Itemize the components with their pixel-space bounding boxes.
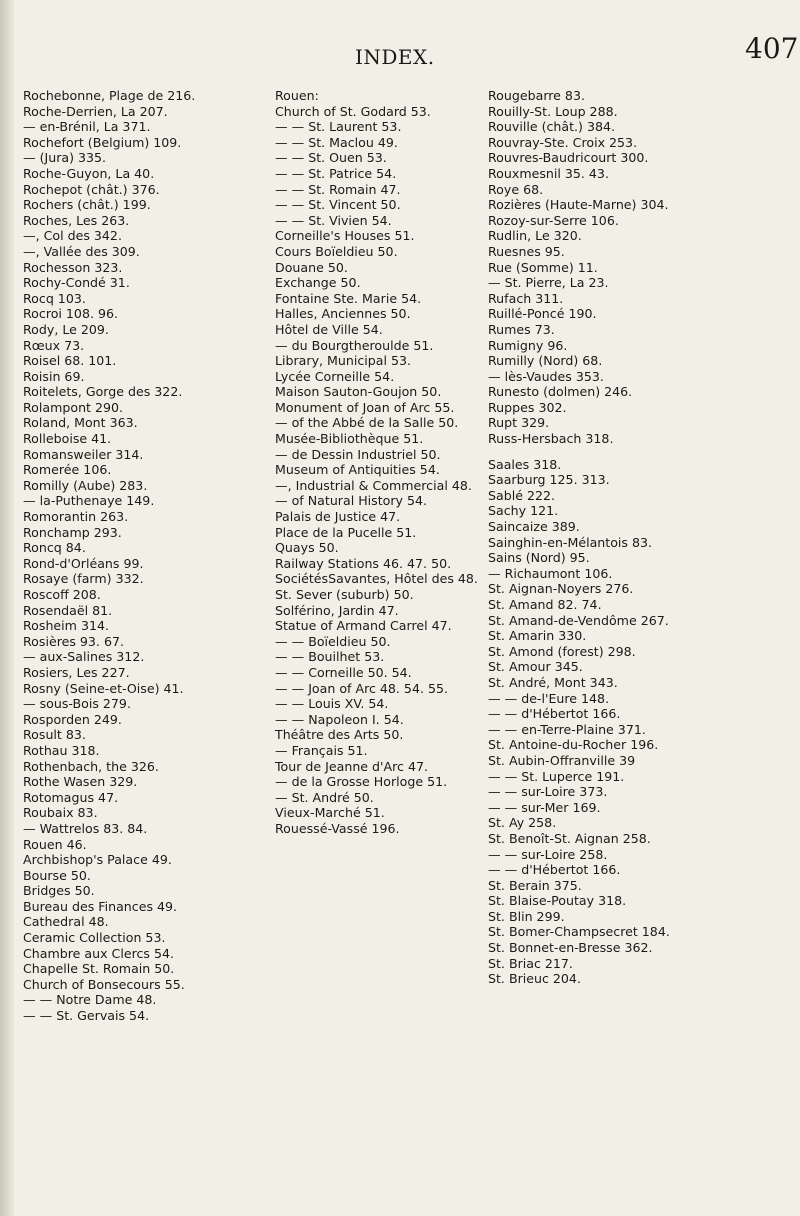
index-entry: Rothe Wasen 329. <box>23 774 138 790</box>
index-entry: Rocroi 108. 96. <box>23 306 118 322</box>
index-entry: Rosiers, Les 227. <box>23 664 130 680</box>
index-entry: Vieux-Marché 51. <box>275 805 385 821</box>
index-entry: St. Amand-de-Vendôme 267. <box>488 612 669 628</box>
index-entry: Rumigny 96. <box>488 337 568 353</box>
index-entry: Saarburg 125. 313. <box>488 472 610 488</box>
index-entry: Exchange 50. <box>275 275 361 291</box>
index-entry: — — St. Vivien 54. <box>275 212 392 228</box>
index-entry: — — Louis XV. 54. <box>275 696 389 712</box>
index-entry: Bureau des Finances 49. <box>23 898 178 914</box>
index-entry: St. Berain 375. <box>488 877 582 893</box>
index-entry: — of Natural History 54. <box>275 493 428 509</box>
index-entry: St. Bonnet-en-Bresse 362. <box>488 940 653 956</box>
index-entry: — St. André 50. <box>275 789 374 805</box>
index-entry: Rochepot (chât.) 376. <box>23 181 160 197</box>
page-title: INDEX. <box>355 45 435 69</box>
index-entry: Bourse 50. <box>23 867 91 883</box>
index-entry: — Wattrelos 83. 84. <box>23 820 148 836</box>
index-entry: — — sur-Loire 258. <box>488 846 608 862</box>
index-entry: Rotomagus 47. <box>23 789 119 805</box>
index-entry: —, Vallée des 309. <box>23 243 140 259</box>
index-entry: St. Blaise-Poutay 318. <box>488 893 627 909</box>
index-entry: Romilly (Aube) 283. <box>23 477 148 493</box>
page-number: 407 <box>745 32 799 65</box>
index-entry: Rumes 73. <box>488 321 555 337</box>
index-entry: — la-Puthenaye 149. <box>23 493 155 509</box>
index-entry: Douane 50. <box>275 259 348 275</box>
index-entry: — en-Brénil, La 371. <box>23 119 151 135</box>
index-entry: Sains (Nord) 95. <box>488 550 590 566</box>
index-entry: Roncq 84. <box>23 540 86 556</box>
index-entry: Rouen 46. <box>23 836 87 852</box>
index-entry: Rouvray-Ste. Croix 253. <box>488 134 638 150</box>
index-entry: Lycée Corneille 54. <box>275 368 395 384</box>
index-entry: St. Brieuc 204. <box>488 971 581 987</box>
index-entry: — — sur-Mer 169. <box>488 799 601 815</box>
index-entry: — de Dessin Industriel 50. <box>275 446 441 462</box>
index-entry: Rouxmesnil 35. 43. <box>488 165 609 181</box>
index-entry: Sainghin-en-Mélantois 83. <box>488 534 653 550</box>
index-entry: Rothenbach, the 326. <box>23 758 159 774</box>
index-entry: Rothau 318. <box>23 742 100 758</box>
index-entry: Rouen: <box>275 88 319 103</box>
index-entry: — — Bouilhet 53. <box>275 649 385 665</box>
index-entry: —, Col des 342. <box>23 228 122 244</box>
index-entry: Chambre aux Clercs 54. <box>23 945 175 961</box>
index-entry: Rozières (Haute-Marne) 304. <box>488 197 669 213</box>
index-entry: — — Corneille 50. 54. <box>275 664 412 680</box>
index-entry: Fontaine Ste. Marie 54. <box>275 290 422 306</box>
index-entry: St. André, Mont 343. <box>488 674 618 690</box>
index-entry: Monument of Joan of Arc 55. <box>275 399 455 415</box>
index-entry: Ruillé-Poncé 190. <box>488 306 597 322</box>
index-entry: Musée-Bibliothèque 51. <box>275 431 424 447</box>
index-entry: — — St. Romain 47. <box>275 181 401 197</box>
index-entry: Halles, Anciennes 50. <box>275 306 411 322</box>
index-entry: St. Ay 258. <box>488 815 557 831</box>
index-entry: — — St. Ouen 53. <box>275 150 387 166</box>
index-entry: Rochefort (Belgium) 109. <box>23 134 182 150</box>
index-entry: — — en-Terre-Plaine 371. <box>488 721 646 737</box>
index-entry: Romorantin 263. <box>23 509 129 525</box>
index-entry: Statue of Armand Carrel 47. <box>275 618 452 634</box>
index-entry: St. Benoît-St. Aignan 258. <box>488 830 651 846</box>
index-entry: Roches, Les 263. <box>23 212 130 228</box>
index-entry: Rupt 329. <box>488 415 550 431</box>
index-entry: Roche-Derrien, La 207. <box>23 103 168 119</box>
index-entry: — of the Abbé de la Salle 50. <box>275 415 459 431</box>
index-entry: — — d'Hébertot 166. <box>488 862 621 878</box>
index-entry: Ceramic Collection 53. <box>23 930 166 946</box>
index-entry: Roisin 69. <box>23 368 85 384</box>
index-entry: Rouilly-St. Loup 288. <box>488 103 618 119</box>
index-entry: Palais de Justice 47. <box>275 509 401 525</box>
index-entry: Rudlin, Le 320. <box>488 228 582 244</box>
index-entry: Roubaix 83. <box>23 805 98 821</box>
index-entry: Library, Municipal 53. <box>275 353 412 369</box>
index-entry: Ruppes 302. <box>488 399 567 415</box>
index-entry: St. Antoine-du-Rocher 196. <box>488 737 659 753</box>
index-entry: — — St. Maclou 49. <box>275 134 398 150</box>
index-entry: Rufach 311. <box>488 290 564 306</box>
index-entry: St. Amarin 330. <box>488 628 587 644</box>
index-entry: — de la Grosse Horloge 51. <box>275 774 448 790</box>
index-entry: Rue (Somme) 11. <box>488 259 598 275</box>
index-entry: — Richaumont 106. <box>488 565 613 581</box>
index-entry: — du Bourgtheroulde 51. <box>275 337 434 353</box>
index-entry: Archbishop's Palace 49. <box>23 852 172 868</box>
page-header <box>20 30 800 74</box>
index-entry: Roscoff 208. <box>23 587 101 602</box>
index-entry: Bridges 50. <box>23 883 95 899</box>
index-entry: — lès-Vaudes 353. <box>488 368 604 384</box>
index-entry: — — St. Luperce 191. <box>488 768 625 784</box>
index-entry: Roye 68. <box>488 181 544 197</box>
index-entry: — — sur-Loire 373. <box>488 784 608 800</box>
index-entry: Rosult 83. <box>23 727 86 743</box>
index-entry: Ruesnes 95. <box>488 243 565 259</box>
index-entry: Rody, Le 209. <box>23 321 109 337</box>
index-entry: Rouville (chât.) 384. <box>488 119 616 135</box>
index-entry: — (Jura) 335. <box>23 150 107 166</box>
index-entry: Maison Sauton-Goujon 50. <box>275 384 442 400</box>
index-entry: Cathedral 48. <box>23 914 109 930</box>
index-entry: Place de la Pucelle 51. <box>275 524 417 540</box>
index-entry: St. Briac 217. <box>488 955 573 971</box>
index-entry: Sablé 222. <box>488 487 555 503</box>
index-entry: Runesto (dolmen) 246. <box>488 384 633 400</box>
index-entry: St. Aubin-Offranville 39 <box>488 752 636 768</box>
index-entry: Solférino, Jardin 47. <box>275 602 399 618</box>
index-entry: — — St. Laurent 53. <box>275 119 402 135</box>
index-entry: — — St. Patrice 54. <box>275 165 397 181</box>
index-entry: St. Amond (forest) 298. <box>488 643 636 659</box>
index-entry: Ronchamp 293. <box>23 524 122 540</box>
index-entry: Rosendaël 81. <box>23 602 113 618</box>
index-entry: — — Joan of Arc 48. 54. 55. <box>275 680 448 696</box>
index-entry: —, Industrial & Commercial 48. <box>275 477 472 493</box>
index-entry: Museum of Antiquities 54. <box>275 462 440 478</box>
index-entry: — — Notre Dame 48. <box>23 992 157 1008</box>
index-entry: — — de-l'Eure 148. <box>488 690 610 706</box>
index-entry: Russ-Hersbach 318. <box>488 431 614 447</box>
index-entry: Rougebarre 83. <box>488 88 585 103</box>
index-entry: Rosporden 249. <box>23 711 122 727</box>
index-entry: Sachy 121. <box>488 503 559 519</box>
index-entry: — — Boïeldieu 50. <box>275 633 391 649</box>
index-entry: Rosheim 314. <box>23 618 109 634</box>
index-column-2 <box>275 88 487 837</box>
index-entry: Rochy-Condé 31. <box>23 275 130 291</box>
index-entry: Romerée 106. <box>23 462 112 478</box>
index-entry: Rosny (Seine-et-Oise) 41. <box>23 680 184 696</box>
index-entry: Corneille's Houses 51. <box>275 228 415 244</box>
index-entry: Rocq 103. <box>23 290 86 306</box>
index-entry: — — St. Vincent 50. <box>275 197 401 213</box>
index-entry: Rouvres-Baudricourt 300. <box>488 150 649 166</box>
index-entry: Chapelle St. Romain 50. <box>23 961 175 977</box>
index-entry: St. Aignan-Noyers 276. <box>488 581 634 597</box>
index-entry: — aux-Salines 312. <box>23 649 145 665</box>
index-entry: Tour de Jeanne d'Arc 47. <box>275 758 428 774</box>
index-entry: Roitelets, Gorge des 322. <box>23 384 183 400</box>
index-entry: Rosières 93. 67. <box>23 633 124 649</box>
index-entry: Roche-Guyon, La 40. <box>23 165 155 181</box>
index-entry: Rœux 73. <box>23 337 85 353</box>
index-entry: Rond-d'Orléans 99. <box>23 555 144 571</box>
index-entry: Rumilly (Nord) 68. <box>488 353 603 369</box>
index-entry: St. Sever (suburb) 50. <box>275 587 414 602</box>
index-entry: — — Napoleon I. 54. <box>275 711 404 727</box>
page-binding-edge <box>0 0 14 1216</box>
index-entry: St. Amour 345. <box>488 659 583 675</box>
index-entry: St. Amand 82. 74. <box>488 597 602 612</box>
index-entry: Romansweiler 314. <box>23 446 144 462</box>
index-entry: Rozoy-sur-Serre 106. <box>488 212 619 228</box>
index-entry: Roland, Mont 363. <box>23 415 138 431</box>
index-entry: Rolampont 290. <box>23 399 124 415</box>
index-entry: Church of St. Godard 53. <box>275 103 431 119</box>
index-entry: Saincaize 389. <box>488 519 580 535</box>
index-entry: Rouessé-Vassé 196. <box>275 820 400 836</box>
index-entry: St. Bomer-Champsecret 184. <box>488 924 670 940</box>
index-entry: Rochers (chât.) 199. <box>23 197 151 213</box>
index-entry: Quays 50. <box>275 540 339 556</box>
index-entry: — sous-Bois 279. <box>23 696 131 712</box>
index-entry: — Français 51. <box>275 742 368 758</box>
index-entry: Church of Bonsecours 55. <box>23 976 185 992</box>
index-entry: SociétésSavantes, Hôtel des 48. <box>275 571 478 587</box>
index-entry: — — St. Gervais 54. <box>23 1008 150 1024</box>
section-gap <box>488 447 788 457</box>
index-entry: Rochebonne, Plage de 216. <box>23 88 196 103</box>
index-entry: Rolleboise 41. <box>23 431 112 447</box>
index-entry: Roisel 68. 101. <box>23 353 117 369</box>
index-entry: — St. Pierre, La 23. <box>488 275 609 291</box>
index-entry: St. Blin 299. <box>488 908 565 924</box>
index-entry: Théâtre des Arts 50. <box>275 727 404 743</box>
index-entry: — — d'Hébertot 166. <box>488 706 621 722</box>
index-entry: Cours Boïeldieu 50. <box>275 243 398 259</box>
index-entry: Railway Stations 46. 47. 50. <box>275 555 452 571</box>
index-entry: Rochesson 323. <box>23 259 123 275</box>
index-entry: Rosaye (farm) 332. <box>23 571 144 587</box>
index-entry: Hôtel de Ville 54. <box>275 321 383 337</box>
index-column-1 <box>23 88 273 1024</box>
index-entry: Saales 318. <box>488 456 562 472</box>
index-column-3 <box>488 88 788 987</box>
